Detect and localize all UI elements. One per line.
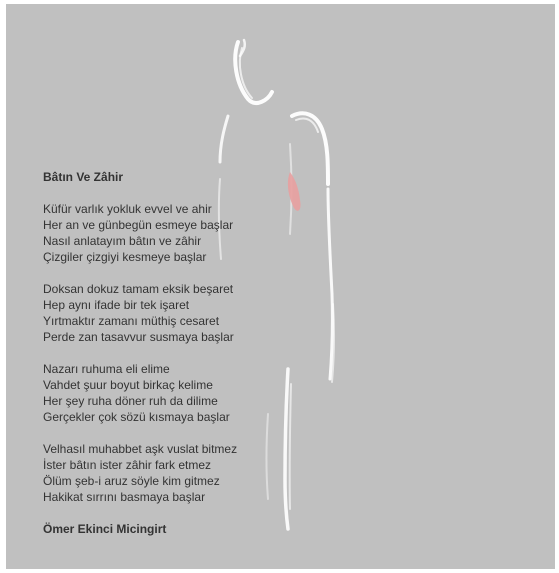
poem-author: Ömer Ekinci Micingirt [43,522,167,536]
poem-line: Perde zan tasavvur susmaya başlar [43,330,234,344]
poem-line: Ölüm şeb-i aruz söyle kim gitmez [43,474,220,488]
poem-line: Nazarı ruhuma eli elime [43,362,170,376]
stanza-1 [43,201,363,265]
poem-line: İster bâtın ister zâhir fark etmez [43,458,212,472]
poem-line: Gerçekler çok sözü kısmaya başlar [43,410,230,424]
poem-line: Velhasıl muhabbet aşk vuslat bitmez [43,442,238,456]
stanza-3 [43,361,363,425]
poem-line: Vahdet şuur boyut birkaç kelime [43,378,213,392]
poem-panel [6,4,555,569]
poem-line: Yırtmaktır zamanı müthiş cesaret [43,314,220,328]
stanza-4 [43,441,363,505]
poem-line: Her an ve günbegün esmeye başlar [43,218,234,232]
poem-line: Hakikat sırrını basmaya başlar [43,490,206,504]
stanza-2 [43,281,363,345]
poem-title: Bâtın Ve Zâhir [43,170,124,184]
poem-line: Nasıl anlatayım bâtın ve zâhir [43,234,202,248]
poem-line: Doksan dokuz tamam eksik beşaret [43,282,234,296]
poem-line: Her şey ruha döner ruh da dilime [43,394,218,408]
poem-line: Küfür varlık yokluk evvel ve ahir [43,202,212,216]
poem [43,169,363,537]
poem-line: Çizgiler çizgiyi kesmeye başlar [43,250,207,264]
poem-line: Hep aynı ifade bir tek işaret [43,298,190,312]
